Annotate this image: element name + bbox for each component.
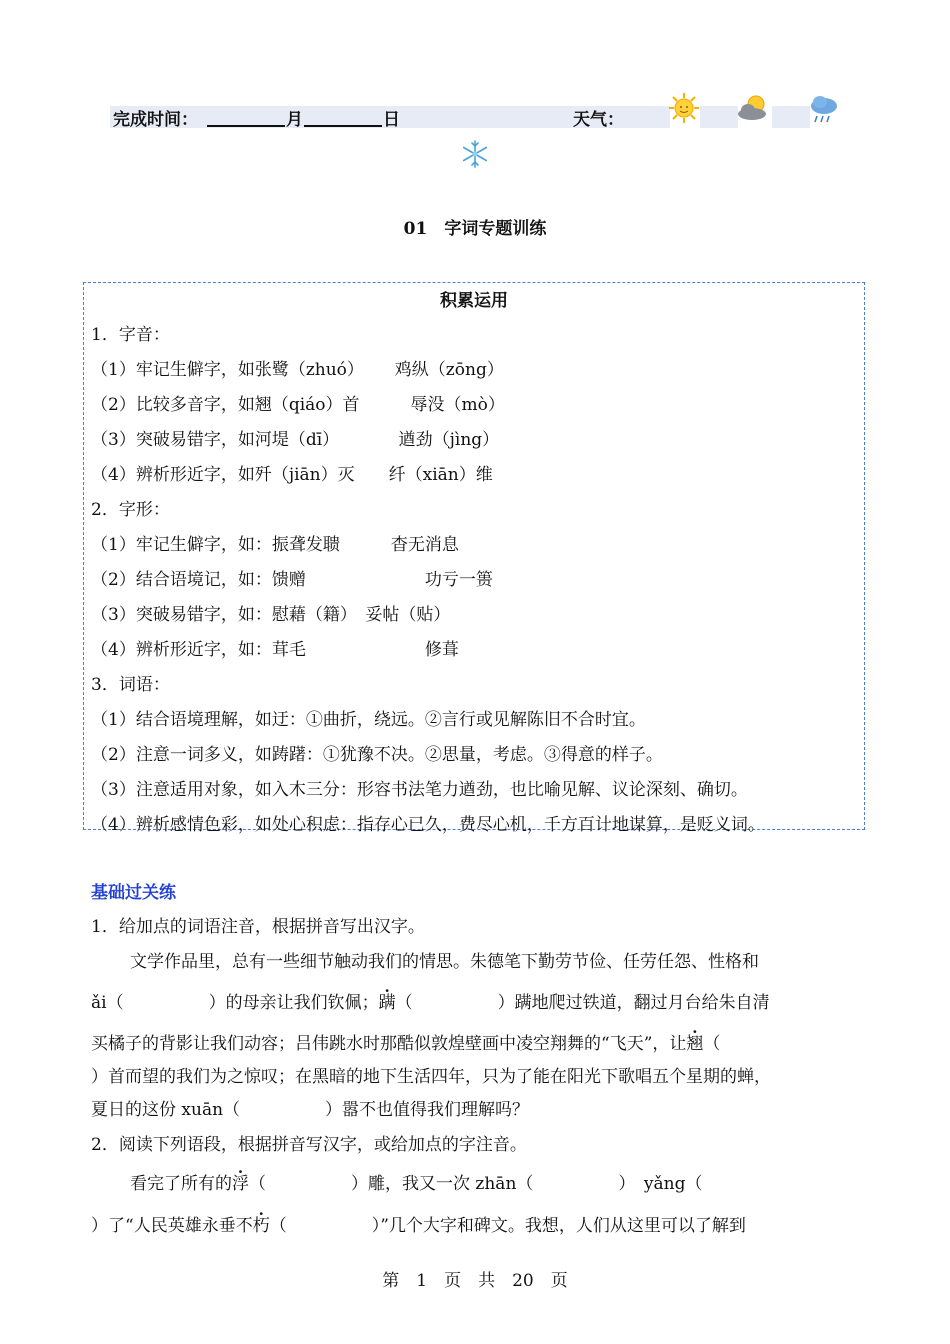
month-label: 月 (286, 110, 303, 130)
summary-line: （3）突破易错字，如河堤（dī） 遒劲（jìng） (91, 430, 500, 450)
text-span: （ ）”几个大字和碑文。我想，人们从这里可以了解到 (269, 1216, 746, 1236)
question-2: 2．阅读下列语段，根据拼音写汉字，或给加点的字注音。 (91, 1135, 527, 1155)
header-background-2 (700, 106, 738, 128)
question-2-text (91, 1211, 746, 1236)
sun-icon (668, 92, 700, 124)
summary-line: （1）牢记生僻字，如张鹭（zhuó） 鸡纵（zōng） (91, 360, 504, 380)
practice-section-title: 基础过关练 (91, 883, 176, 903)
question-1-text (91, 988, 770, 1013)
question-1-text: 文学作品里，总有一些细节触动我们的情思。朱德笔下勤劳节俭、任劳任怨、性格和 (130, 952, 759, 972)
summary-line: （4）辨析感情色彩，如处心积虑：指存心已久，费尽心机，千方百计地谋算，是贬义词。 (91, 815, 765, 835)
completion-time-label: 完成时间： (113, 110, 198, 130)
dotted-char: 蹒 (378, 993, 396, 1013)
summary-line: （1）牢记生僻字，如：振聋发聩 杳无消息 (91, 535, 459, 555)
question-1-text (91, 1029, 720, 1054)
summary-line: （3）突破易错字，如：慰藉（籍） 妥帖（贴） (91, 605, 451, 625)
summary-line: 3．词语： (91, 675, 170, 695)
text-span: ）了“人民英雄永垂不 (91, 1216, 253, 1236)
question-1-text: ）首而望的我们为之惊叹；在黑暗的地下生活四年，只为了能在阳光下歌唱五个星期的蝉， (91, 1067, 771, 1087)
header-background-3 (772, 106, 810, 128)
snowflake-icon (460, 139, 490, 169)
text-span: （ ）雕，我又一次 zhān（ ） yǎng（ (249, 1174, 703, 1194)
summary-line: 2．字形： (91, 500, 170, 520)
page-footer: 第 1 页 共 20 页 (382, 1271, 568, 1291)
summary-line: （1）结合语境理解，如迂：①曲折，绕远。②言行或见解陈旧不合时宜。 (91, 710, 646, 730)
question-1-text: 夏日的这份 xuān（ ）嚣不也值得我们理解吗？ (91, 1100, 530, 1120)
text-span: （ (703, 1034, 721, 1054)
summary-line: （2）比较多音字，如翘（qiáo）首 辱没（mò） (91, 395, 505, 415)
summary-line: （2）注意一词多义，如踌躇：①犹豫不决。②思量，考虑。③得意的样子。 (91, 745, 663, 765)
text-span: （ ）蹒地爬过铁道，翻过月台给朱自清 (395, 993, 770, 1013)
summary-title: 积累运用 (440, 291, 508, 311)
summary-line: （3）注意适用对象，如入木三分：形容书法笔力遒劲，也比喻见解、议论深刻、确切。 (91, 780, 748, 800)
question-2-text (130, 1169, 702, 1194)
text-span: ǎi（ ）的母亲让我们钦佩； (91, 993, 379, 1013)
dotted-char: 翘 (686, 1034, 704, 1054)
question-1: 1．给加点的词语注音，根据拼音写出汉字。 (91, 917, 425, 937)
summary-line: （4）辨析形近字，如：茸毛 修葺 (91, 640, 459, 660)
page-title: 01 字词专题训练 (403, 219, 547, 239)
dotted-char: 朽 (252, 1216, 270, 1236)
day-blank (304, 125, 382, 127)
text-span: 看完了所有的 (130, 1174, 232, 1194)
day-label: 日 (383, 110, 400, 130)
text-span: 买橘子的背影让我们动容；吕伟跳水时那酷似敦煌壁画中凌空翔舞的“飞天”，让 (91, 1034, 687, 1054)
rain-cloud-icon (808, 94, 840, 126)
summary-line: 1．字音： (91, 325, 170, 345)
summary-line: （4）辨析形近字，如歼（jiān）灭 纤（xiān）维 (91, 465, 493, 485)
dotted-char: 浮 (232, 1174, 249, 1194)
cloudy-sun-icon (736, 94, 774, 122)
weather-label: 天气： (573, 110, 624, 130)
month-blank (207, 125, 285, 127)
summary-line: （2）结合语境记，如：馈赠 功亏一篑 (91, 570, 493, 590)
